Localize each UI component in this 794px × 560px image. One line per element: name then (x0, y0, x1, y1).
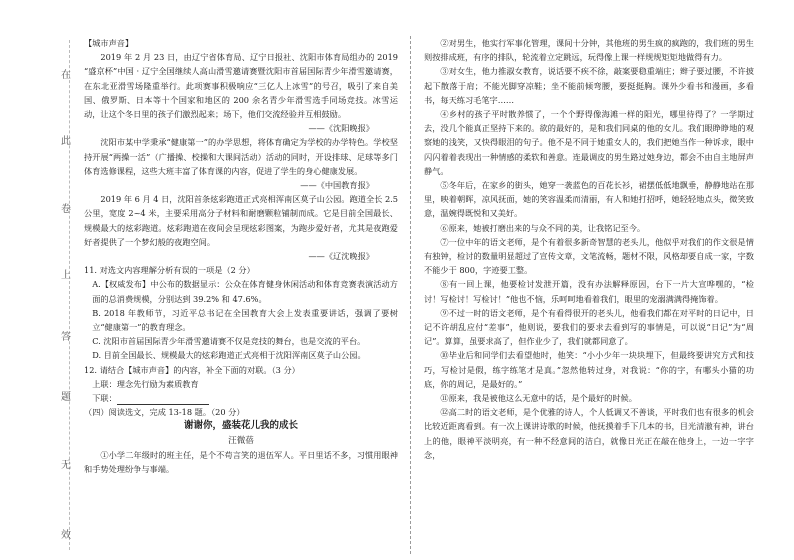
paragraph: ④乡村的孩子平时散养惯了，一个个野得像海滩一样的阳光，哪里待得了？一学期过去，没几个能真正坚持下来的。欲的最好的，是和我们同桌的他的女儿。我们眼睁睁地的观察她的浅笑，又快得眼泪的句子。他不是不同于她重女人的，我们把她当作一种诉求，眼中闪闪着着表现出一种情感的柔软和善意。连最调皮的男生路过她身边，都会不由自主地屏声静气。 (424, 109, 754, 176)
option-a: A.【权威发布】中公布的数据显示：公众在体育健身休闲活动和体育竞赛表演活动方面的总消费规模，分别达到 39.2% 和 47.6%。 (92, 279, 398, 304)
paragraph: 沈阳市某中学秉承“健康第一”的办学思想，将体育确定为学校的办学特色。学校坚持开展“两操一活”（广播操、校操和大课间活动）活动的同时，开设排球、足球等多门体育选修课程，这些大班丰富了体育课的内容，促进了学生的身心健康发展。 (84, 137, 398, 176)
binding-char: 此 (61, 136, 71, 147)
binding-dash-line (69, 40, 70, 550)
option-b: B. 2018 年教师节，习近平总书记在全国教育大会上发表重要讲话，强调了要树立“健康第一”的教育理念。 (92, 307, 398, 333)
paragraph: ①小学二年级时的班主任，是个不苟言笑的退伍军人。平日里话不多，习惯用眼神和手势处理纷争与事端。 (84, 449, 398, 475)
question-12: 12. 请结合【城市声音】的内容，补全下面的对联。（3 分） (84, 364, 300, 375)
paragraph: ⑩毕业后和同学们去看望他时，他笑：“小小少年一块块埋下，但最终要讲究方式和技巧，写检讨是假，练字练笔才是真。”忽然他转过身，对我说：“你的字，有哪头小猫的功底，你的周记，是最好的。” (424, 350, 754, 389)
couplet-lower (84, 391, 398, 405)
option-c: C. 沈阳市首届国际青少年滑雪邀请赛不仅是竞技的舞台，也是交流的平台。 (92, 336, 366, 347)
paragraph: ⑫高二时的语文老师，是个优雅的诗人，个人低调又不善谈，平时我们也有很多的机会比较近距离看到。有一次上课讲诗歌的时候，他抚摸着手下几本的书，目光清澈有神，讲台上的他，眼神平淡明亮，有一种不经意间的洁白，就像日光正在敲在他身上，一边一字字念， (424, 407, 754, 460)
couplet-upper: 上联：理念先行励为素质教育 (92, 378, 199, 389)
paragraph: ⑧有一回上课，他要检讨发泄开篇，没有办法解释原因，台下一片大宣哗嘿的，“检讨！写检讨！写检讨！”他也不恼，乐呵呵地看着我们，眼里的宠溺满满得掩饰着。 (424, 279, 754, 304)
paragraph: ⑦一位中年的语文老师，是个有着很多新奇智慧的老头儿，他似乎对我们的作文很是情有独钟，检讨的数量明显超过了宣传文章，文笔流畅，题材不限，风格却要自成一家，字数不能少于 800，字迹要工整。 (424, 236, 754, 276)
paragraph: 2019 年 6 月 4 日，沈阳首条炫彩跑道正式亮相浑南区莫子山公园。跑道全长 2.5 公里，宽度 2~4 米，主要采用高分子材料和耐磨颗粒铺制而成。它是目前全国最长、规模最大的炫彩跑道。炫彩跑道在夜间会呈现炫彩图案，为跑步爱好者，尤其是夜跑爱好者提供了一个梦幻般的夜跑空间。 (84, 194, 398, 247)
paragraph: ③对女生，他力推淑女教育，说话要不疾不徐，敲案要稳重端庄；辫子要过腰，不许披起下散落于肩；不能光脚穿凉鞋；坐不能前倾弯腰，要挺挺胸。课外少看书和漫画，多看书，每天练习毛笔字…… (424, 66, 754, 105)
source-citation: ——《中国教育报》 (300, 180, 374, 191)
paragraph: ⑪原来，我是被他这么无意中的话，是个最好的时候。 (440, 393, 637, 404)
paragraph: ②对男生，他实行军事化管理，课间十分钟，其他班的男生疯的疯跑的，我们班的男生则按排成班，有序的排队，轮流着立定跳远，玩得像上课一样规规矩矩地做得有力。 (424, 38, 754, 63)
source-citation: ——《辽沈晚报》 (308, 251, 374, 262)
question-11: 11. 对选文内容理解分析有误的一项是（2 分） (84, 265, 255, 276)
binding-char: 在 (61, 70, 71, 81)
option-d: D. 目前全国最长、规模最大的炫彩跑道正式亮相于沈阳浑南区莫子山公园。 (92, 350, 366, 361)
paragraph: 2019 年 2 月 23 日，由辽宁省体育局、辽宁日报社、沈阳市体育局组办的 2019 “盛京杯”中国 · 辽宁全国继续人高山滑雪邀请赛暨沈阳市首届国际青少年滑雪邀请赛，在东北亚滑雪场隆重举行。此项赛事积极响应“三亿人上冰雪”的号召，吸引了来自美国、俄罗斯、日本等十个国家和地区的 200 余名青少年滑雪选手同场竞技。冰雪运动，让这个冬日里的孩子们激烈起来；场下，他们交流经验并互相鼓励。 (84, 52, 398, 120)
reading-section-header: （四）阅读选文，完成 13-18 题。（20 分） (84, 407, 245, 418)
section-heading: 【城市声音】 (84, 38, 134, 48)
binding-margin (47, 40, 77, 560)
right-column (424, 36, 754, 462)
binding-char: 卷 (61, 204, 71, 215)
binding-char: 效 (61, 530, 71, 541)
answer-blank[interactable] (117, 395, 209, 405)
column-divider (410, 36, 411, 554)
paragraph: ⑥原来，她被打磨出来的与众不同的美，让我铭记至今。 (440, 222, 646, 233)
binding-char: 无 (61, 460, 71, 471)
binding-char: 上 (61, 270, 71, 281)
paragraph: ⑨不过一时的语文老师，是个有看得很开的老头儿，他看我们都在对平时的日记中，日记不许胡乱应付“差事”，他则说，要我们的要求去看到写的事情是，可以说“日记”为“周记”。算算，虽要求高了，但作业少了，我们就都同意了。 (424, 307, 754, 347)
source-citation: ——《沈阳晚报》 (308, 123, 374, 134)
couplet-lower-label: 下联： (92, 393, 117, 404)
paragraph: ⑤冬年后，在家乡的街头，她穿一袭蓝色的百花长衫，裙摆低低地飘垂，静静地站在那里，映着朝晖，凉风抚面，她的笑容温柔而清丽，有人和她打招呼，她轻轻地点头，微笑致意，温婉得既悦和又美好。 (424, 180, 754, 219)
binding-char: 题 (61, 392, 71, 403)
left-column (84, 36, 398, 476)
binding-char: 答 (61, 332, 71, 343)
article-author: 汪微蓓 (228, 435, 254, 446)
article-title: 谢谢你，盛装花儿我的成长 (183, 420, 298, 432)
